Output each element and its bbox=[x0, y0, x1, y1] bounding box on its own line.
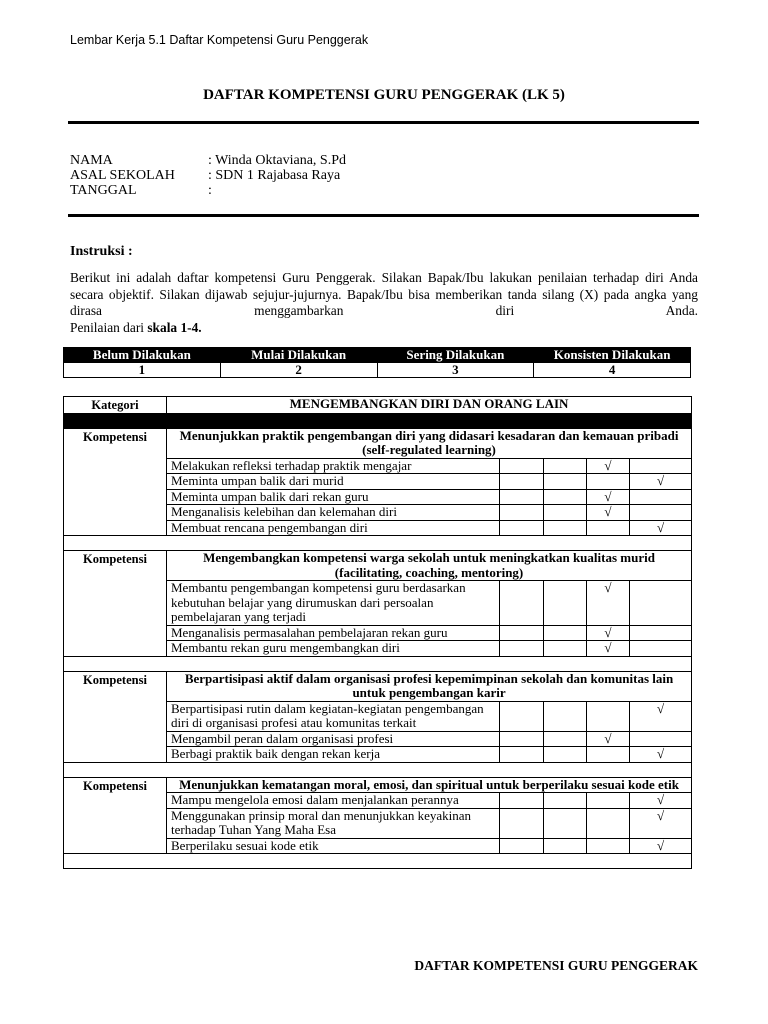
spacer-cell bbox=[64, 762, 692, 777]
instruction-heading: Instruksi : bbox=[70, 244, 133, 259]
indicator-text: Berpartisipasi rutin dalam kegiatan-kegiatan pengembangan diri di organisasi profesi atau komunitas terkait bbox=[167, 701, 500, 731]
score-cell-2[interactable] bbox=[544, 474, 587, 490]
score-cell-1[interactable] bbox=[500, 520, 544, 536]
score-cell-1[interactable] bbox=[500, 474, 544, 490]
score-cell-1[interactable] bbox=[500, 458, 544, 474]
score-cell-2[interactable] bbox=[544, 489, 587, 505]
score-cell-2[interactable] bbox=[544, 520, 587, 536]
score-cell-3[interactable] bbox=[587, 474, 630, 490]
score-cell-1[interactable] bbox=[500, 489, 544, 505]
worksheet-header-note: Lembar Kerja 5.1 Daftar Kompetensi Guru Penggerak bbox=[70, 33, 369, 47]
indicator-text: Membuat rencana pengembangan diri bbox=[167, 520, 500, 536]
info-value: : SDN 1 Rajabasa Raya bbox=[208, 168, 341, 183]
score-cell-4[interactable] bbox=[630, 520, 692, 536]
competency-header-row bbox=[64, 551, 692, 581]
score-cell-3[interactable] bbox=[587, 641, 630, 657]
score-cell-3[interactable] bbox=[587, 838, 630, 854]
scale-label: Mulai Dilakukan bbox=[220, 348, 377, 363]
scale-label: Sering Dilakukan bbox=[377, 348, 534, 363]
competency-header-row bbox=[64, 671, 692, 701]
footer-title: DAFTAR KOMPETENSI GURU PENGGERAK bbox=[414, 958, 698, 973]
score-cell-2[interactable] bbox=[544, 747, 587, 763]
competency-label: Kompetensi bbox=[64, 428, 167, 536]
competency-title: Menunjukkan praktik pengembangan diri yang didasari kesadaran dan kemauan pribadi (self-regulated learning) bbox=[167, 428, 692, 458]
score-cell-1[interactable] bbox=[500, 641, 544, 657]
section-spacer bbox=[64, 762, 692, 777]
score-cell-1[interactable] bbox=[500, 808, 544, 838]
check-mark: √ bbox=[604, 504, 612, 519]
score-cell-4[interactable] bbox=[630, 731, 692, 747]
score-cell-2[interactable] bbox=[544, 458, 587, 474]
score-cell-3[interactable] bbox=[587, 701, 630, 731]
category-band bbox=[64, 413, 692, 428]
category-title: MENGEMBANGKAN DIRI DAN ORANG LAIN bbox=[167, 397, 692, 414]
check-mark: √ bbox=[656, 519, 665, 535]
info-value: : Winda Oktaviana, S.Pd bbox=[208, 153, 346, 168]
scale-number: 4 bbox=[534, 363, 691, 378]
score-cell-1[interactable] bbox=[500, 505, 544, 521]
band-cell bbox=[64, 413, 692, 428]
score-cell-3[interactable] bbox=[587, 489, 630, 505]
scale-number: 1 bbox=[64, 363, 221, 378]
indicator-text: Mampu mengelola emosi dalam menjalankan perannya bbox=[167, 793, 500, 809]
indicator-text: Melakukan refleksi terhadap praktik mengajar bbox=[167, 458, 500, 474]
scale-label: Belum Dilakukan bbox=[64, 348, 221, 363]
score-cell-2[interactable] bbox=[544, 625, 587, 641]
competency-title: Menunjukkan kematangan moral, emosi, dan spiritual untuk berperilaku sesuai kode etik bbox=[167, 777, 692, 793]
score-cell-3[interactable] bbox=[587, 731, 630, 747]
check-mark: √ bbox=[656, 700, 665, 716]
score-cell-4[interactable] bbox=[630, 474, 692, 490]
check-mark: √ bbox=[604, 730, 612, 746]
competency-title: Berpartisipasi aktif dalam organisasi profesi kepemimpinan sekolah dan komunitas lain untuk pengembangan karir bbox=[167, 671, 692, 701]
competency-label: Kompetensi bbox=[64, 777, 167, 854]
score-cell-4[interactable] bbox=[630, 747, 692, 763]
info-label: NAMA bbox=[70, 153, 113, 168]
check-mark: √ bbox=[656, 473, 665, 488]
instruction-paragraph: Berikut ini adalah daftar kompetensi Guru Penggerak. Silakan Bapak/Ibu lakukan penilaian terhadap diri Anda secara objektif. Silakan dijawab sejujur-jujurnya. Bapak/Ibu bisa memberikan tanda silang (X) pada angka yang dirasa menggambarkan diri Anda. bbox=[70, 270, 698, 318]
score-cell-4[interactable] bbox=[630, 641, 692, 657]
score-cell-1[interactable] bbox=[500, 731, 544, 747]
competency-label: Kompetensi bbox=[64, 551, 167, 657]
check-mark: √ bbox=[604, 580, 612, 595]
info-label: TANGGAL bbox=[70, 183, 137, 198]
check-mark: √ bbox=[604, 488, 612, 504]
score-cell-2[interactable] bbox=[544, 701, 587, 731]
score-cell-4[interactable] bbox=[630, 458, 692, 474]
score-cell-3[interactable] bbox=[587, 581, 630, 626]
spacer-cell bbox=[64, 656, 692, 671]
score-cell-3[interactable] bbox=[587, 505, 630, 521]
check-mark: √ bbox=[656, 792, 665, 807]
scale-label: Konsisten Dilakukan bbox=[534, 348, 691, 363]
score-cell-3[interactable] bbox=[587, 625, 630, 641]
info-row-name bbox=[70, 153, 470, 168]
check-mark: √ bbox=[656, 746, 665, 761]
indicator-text: Membantu rekan guru mengembangkan diri bbox=[167, 641, 500, 657]
score-cell-3[interactable] bbox=[587, 808, 630, 838]
score-cell-1[interactable] bbox=[500, 701, 544, 731]
indicator-text: Berbagi praktik baik dengan rekan kerja bbox=[167, 747, 500, 763]
check-mark: √ bbox=[604, 624, 612, 640]
score-cell-3[interactable] bbox=[587, 747, 630, 763]
score-cell-1[interactable] bbox=[500, 625, 544, 641]
competency-title: Mengembangkan kompetensi warga sekolah untuk meningkatkan kualitas murid (facilitating, coaching, mentoring) bbox=[167, 551, 692, 581]
info-label: ASAL SEKOLAH bbox=[70, 168, 175, 183]
check-mark: √ bbox=[656, 837, 665, 853]
competency-table bbox=[63, 396, 692, 869]
info-row-date bbox=[70, 183, 470, 198]
score-cell-2[interactable] bbox=[544, 641, 587, 657]
score-cell-1[interactable] bbox=[500, 838, 544, 854]
info-divider bbox=[68, 214, 699, 217]
score-cell-2[interactable] bbox=[544, 505, 587, 521]
spacer-cell bbox=[64, 854, 692, 869]
section-spacer bbox=[64, 536, 692, 551]
score-cell-3[interactable] bbox=[587, 458, 630, 474]
check-mark: √ bbox=[604, 457, 612, 473]
section-spacer bbox=[64, 854, 692, 869]
scale-note bbox=[70, 320, 202, 336]
score-cell-1[interactable] bbox=[500, 747, 544, 763]
top-divider bbox=[68, 121, 699, 124]
score-cell-3[interactable] bbox=[587, 520, 630, 536]
indicator-text: Menganalisis permasalahan pembelajaran rekan guru bbox=[167, 625, 500, 641]
indicator-text: Mengambil peran dalam organisasi profesi bbox=[167, 731, 500, 747]
scale-note-range: skala 1-4. bbox=[147, 320, 202, 335]
indicator-text: Menganalisis kelebihan dan kelemahan diri bbox=[167, 505, 500, 521]
score-cell-4[interactable] bbox=[630, 793, 692, 809]
indicator-text: Meminta umpan balik dari murid bbox=[167, 474, 500, 490]
score-cell-2[interactable] bbox=[544, 731, 587, 747]
indicator-text: Menggunakan prinsip moral dan menunjukkan keyakinan terhadap Tuhan Yang Maha Esa bbox=[167, 808, 500, 838]
competency-header-row bbox=[64, 428, 692, 458]
category-row bbox=[64, 397, 692, 414]
score-cell-4[interactable] bbox=[630, 505, 692, 521]
score-cell-1[interactable] bbox=[500, 793, 544, 809]
scale-number: 2 bbox=[220, 363, 377, 378]
score-cell-4[interactable] bbox=[630, 701, 692, 731]
indicator-text: Meminta umpan balik dari rekan guru bbox=[167, 489, 500, 505]
score-cell-4[interactable] bbox=[630, 581, 692, 626]
indicator-text: Berperilaku sesuai kode etik bbox=[167, 838, 500, 854]
score-cell-4[interactable] bbox=[630, 625, 692, 641]
competency-header-row bbox=[64, 777, 692, 793]
document-title: DAFTAR KOMPETENSI GURU PENGGERAK (LK 5) bbox=[203, 87, 565, 103]
score-cell-2[interactable] bbox=[544, 793, 587, 809]
section-spacer bbox=[64, 656, 692, 671]
score-cell-2[interactable] bbox=[544, 581, 587, 626]
score-cell-4[interactable] bbox=[630, 808, 692, 838]
score-cell-2[interactable] bbox=[544, 808, 587, 838]
competency-label: Kompetensi bbox=[64, 671, 167, 762]
category-label: Kategori bbox=[64, 397, 167, 414]
score-cell-2[interactable] bbox=[544, 838, 587, 854]
score-cell-4[interactable] bbox=[630, 838, 692, 854]
check-mark: √ bbox=[604, 640, 612, 655]
spacer-cell bbox=[64, 536, 692, 551]
info-value: : bbox=[208, 183, 212, 198]
rating-scale-table bbox=[63, 347, 691, 378]
check-mark: √ bbox=[656, 807, 665, 823]
indicator-text: Membantu pengembangan kompetensi guru berdasarkan kebutuhan belajar yang dirumuskan dari persoalan pembelajaran yang terjadi bbox=[167, 581, 500, 626]
scale-note-prefix: Penilaian dari bbox=[70, 320, 148, 335]
info-row-school bbox=[70, 168, 470, 183]
score-cell-1[interactable] bbox=[500, 581, 544, 626]
score-cell-3[interactable] bbox=[587, 793, 630, 809]
score-cell-4[interactable] bbox=[630, 489, 692, 505]
scale-number: 3 bbox=[377, 363, 534, 378]
